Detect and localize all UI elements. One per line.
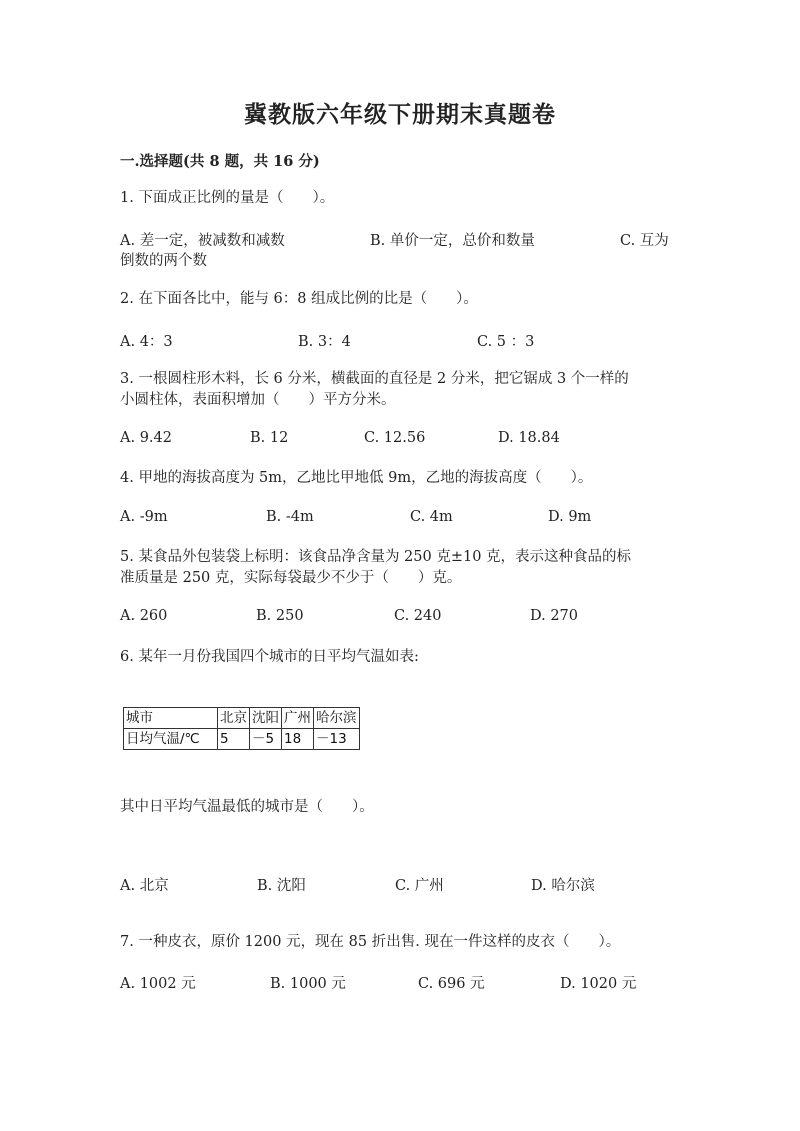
question-6-option-a: A. 北京 [120,878,169,894]
question-5-option-c: C. 240 [394,608,442,624]
question-1-option-c: C. 互为 [620,233,669,249]
table-header-row [124,708,360,729]
table-cell: －5 [250,729,282,750]
table-cell: 日均气温/℃ [124,729,218,750]
question-1-option-b: B. 单价一定，总价和数量 [370,233,535,249]
question-3-option-d: D. 18.84 [498,430,560,446]
question-4-option-c: C. 4m [410,509,453,525]
question-5-stem: 5. 某食品外包装袋上标明：该食品净含量为 250 克±10 克，表示这种食品的标 [120,549,632,565]
question-6-stem-line-2: 其中日平均气温最低的城市是（ ）。 [120,799,374,815]
question-3-option-b: B. 12 [250,430,289,446]
question-5-option-d: D. 270 [530,608,579,624]
question-1-option-c-continued: 倒数的两个数 [120,253,207,269]
question-3-option-a: A. 9.42 [120,430,172,446]
question-5-option-b: B. 250 [256,608,304,624]
table-cell: 5 [218,729,250,750]
table-cell: 广州 [282,708,314,729]
table-cell: －13 [314,729,360,750]
question-2-option-b: B. 3：4 [298,334,351,350]
question-1-stem: 1. 下面成正比例的量是（ ）。 [120,190,335,206]
question-3-stem: 3. 一根圆柱形木料，长 6 分米，横截面的直径是 2 分米，把它锯成 3 个一样的 [120,371,629,387]
question-2-option-c: C. 5 ：3 [477,334,535,350]
question-7-option-c: C. 696 元 [418,976,485,992]
question-5-stem-line-2: 准质量是 250 克，实际每袋最少不少于（ ）克。 [120,570,462,586]
question-2-option-a: A. 4：3 [120,334,173,350]
question-4-option-d: D. 9m [548,509,592,525]
question-6-stem: 6. 某年一月份我国四个城市的日平均气温如表: [120,649,419,665]
question-1-option-a: A. 差一定，被减数和减数 [120,233,285,249]
question-4-stem: 4. 甲地的海拔高度为 5m，乙地比甲地低 9m，乙地的海拔高度（ ）。 [120,470,593,486]
question-7-option-d: D. 1020 元 [560,976,637,992]
table-cell: 沈阳 [250,708,282,729]
table-row [124,729,360,750]
table-cell: 北京 [218,708,250,729]
question-3-option-c: C. 12.56 [364,430,426,446]
question-6-option-c: C. 广州 [395,878,444,894]
page-title: 冀教版六年级下册期末真题卷 [244,101,556,128]
table-cell: 城市 [124,708,218,729]
question-5-option-a: A. 260 [120,608,168,624]
question-6-option-b: B. 沈阳 [257,878,306,894]
question-7-option-a: A. 1002 元 [120,976,196,992]
table-cell: 18 [282,729,314,750]
question-2-stem: 2. 在下面各比中，能与 6：8 组成比例的比是（ ）。 [120,291,478,307]
question-7-option-b: B. 1000 元 [270,976,346,992]
temperature-table [123,707,360,750]
table-cell: 哈尔滨 [314,708,360,729]
section-heading: 一.选择题(共 8 题，共 16 分) [120,153,320,170]
question-4-option-a: A. -9m [120,509,168,525]
question-4-option-b: B. -4m [266,509,314,525]
question-6-option-d: D. 哈尔滨 [531,878,595,894]
question-7-stem: 7. 一种皮衣，原价 1200 元，现在 85 折出售. 现在一件这样的皮衣（ ）。 [120,934,621,950]
question-3-stem-line-2: 小圆柱体，表面积增加（ ）平方分米。 [120,392,396,408]
